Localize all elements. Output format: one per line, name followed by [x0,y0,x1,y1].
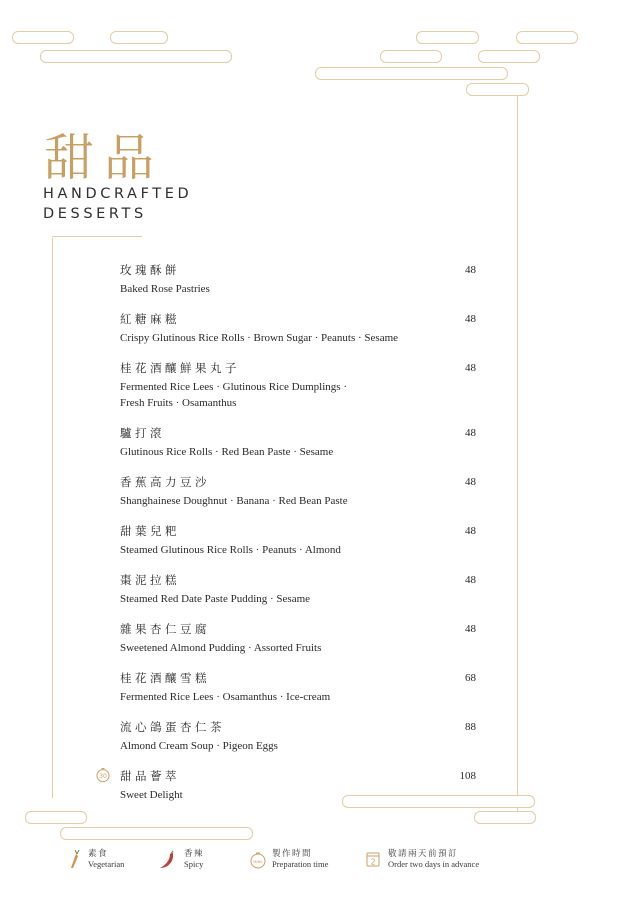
menu-item [120,474,476,509]
item-name-chinese: 桂花酒釀雪糕 [120,671,210,685]
menu-item [120,523,476,558]
item-name-english: Crispy Glutinous Rice Rolls · Brown Sugar · Peanuts · Sesame [120,332,399,344]
menu-item [120,360,476,411]
timer-icon [250,851,266,869]
calendar-icon [366,851,380,867]
legend-label-english: Vegetarian [88,859,125,869]
menu-item [120,719,476,754]
item-price: 48 [465,313,476,325]
item-name-english: Shanghainese Doughnut · Banana · Red Bean Paste [120,495,348,507]
timer-icon-label: MINS [253,860,263,864]
menu-item [99,768,476,803]
legend-label-chinese: 香辣 [184,848,205,858]
title-line-2: DESSERTS [43,206,147,222]
item-price: 48 [465,623,476,635]
item-name-chinese: 香蕉高力豆沙 [120,475,210,489]
legend-label-english: Preparation time [272,859,329,869]
item-name-chinese: 玫瑰酥餅 [120,263,180,277]
menu-item [120,621,476,656]
item-name-english: Fermented Rice Lees · Osamanthus · Ice-cream [120,691,331,703]
chili-icon [158,850,176,870]
item-name-chinese: 紅糖麻糍 [120,312,180,326]
page-title-chinese: 甜品 [44,129,164,187]
preparation-time-icon [96,768,110,782]
menu-item [120,311,476,346]
legend-vegetarian [68,848,124,870]
dessert-menu-list [99,262,476,817]
menu-item [120,425,476,460]
item-price: 48 [465,427,476,439]
item-name-english: Steamed Red Date Paste Pudding · Sesame [120,593,311,605]
item-name-chinese: 驢打滾 [120,426,165,440]
preparation-time-value: 30 [99,772,107,780]
item-name-english: Almond Cream Soup · Pigeon Eggs [120,740,278,752]
item-price: 48 [465,476,476,488]
item-name-chinese: 桂花酒釀鮮果丸子 [120,361,240,375]
item-price: 48 [465,264,476,276]
menu-item [120,572,476,607]
item-price: 68 [465,672,476,684]
legend-label-chinese: 敬請兩天前預訂 [388,848,459,858]
calendar-icon-label: 2 [370,857,376,867]
item-price: 48 [465,362,476,374]
legend-spicy [158,848,204,870]
legend-preparation-time [250,848,328,870]
page-title-english [43,184,192,224]
legend-advance-order [366,848,479,870]
item-name-english: Fermented Rice Lees · Glutinous Rice Dumplings · Fresh Fruits · Osamanthus [120,381,347,409]
legend-label-english: Spicy [184,859,204,869]
item-name-english: Steamed Glutinous Rice Rolls · Peanuts · Almond [120,544,341,556]
menu-item [120,670,476,705]
item-price: 108 [459,770,476,782]
title-line-1: HANDCRAFTED [43,186,193,202]
item-price: 48 [465,525,476,537]
legend-label-chinese: 素食 [88,848,109,858]
item-name-chinese: 甜品薈萃 [120,769,180,783]
item-price: 88 [465,721,476,733]
item-name-english: Sweetened Almond Pudding · Assorted Fruits [120,642,322,654]
item-name-english: Baked Rose Pastries [120,283,210,295]
item-name-english: Sweet Delight [120,789,183,801]
item-price: 48 [465,574,476,586]
item-name-chinese: 流心鴿蛋杏仁茶 [120,720,225,734]
legend-label-chinese: 製作時間 [272,848,313,858]
legend-label-english: Order two days in advance [388,859,480,869]
menu-item [120,262,476,297]
item-name-chinese: 棗泥拉糕 [120,573,180,587]
carrot-icon [68,850,80,870]
item-name-chinese: 甜葉兒粑 [120,524,180,538]
item-name-chinese: 雜果杏仁豆腐 [120,622,210,636]
item-name-english: Glutinous Rice Rolls · Red Bean Paste · Sesame [120,446,334,458]
